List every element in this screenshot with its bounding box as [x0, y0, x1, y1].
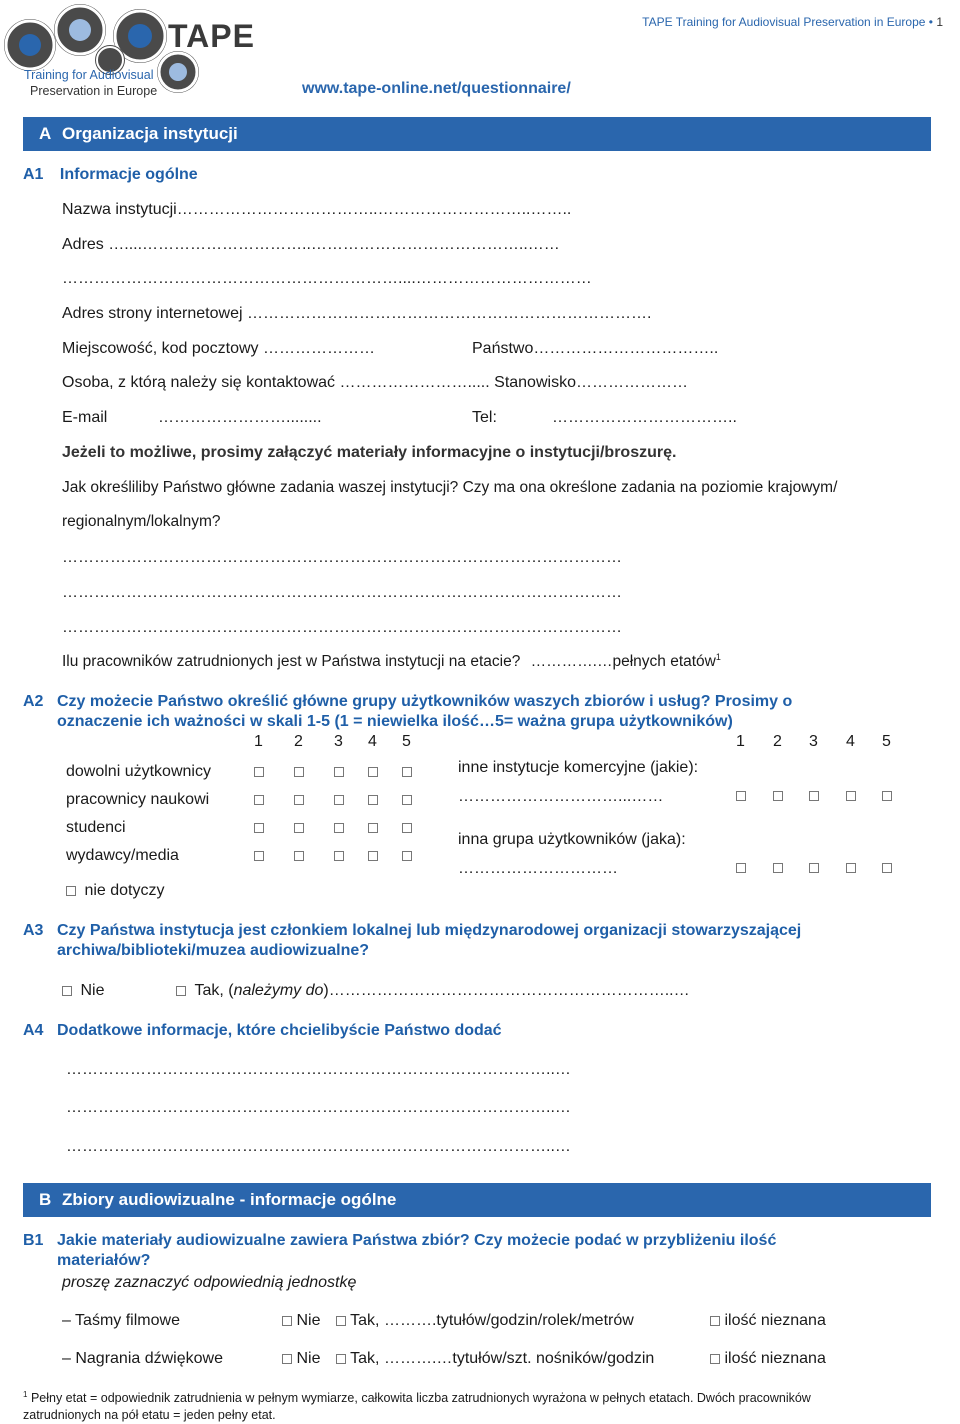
- footnote: [23, 1386, 923, 1424]
- tasks-question-1: Jak określiliby Państwo główne zadania waszej instytucji? Czy ma ona określone zadania na poziomie krajowym/: [62, 479, 838, 496]
- rating-checkbox-2[interactable]: [773, 863, 783, 873]
- country-field[interactable]: Państwo……………………………..: [472, 340, 719, 357]
- rating-checkbox-3[interactable]: [809, 791, 819, 801]
- staff-question: [62, 652, 721, 671]
- question-number: A1: [23, 166, 44, 183]
- running-title: TAPE Training for Audiovisual Preservation in Europe: [642, 15, 926, 29]
- rating-checkbox-4[interactable]: [846, 863, 856, 873]
- tasks-question-2: regionalnym/lokalnym?: [62, 513, 221, 530]
- scale-2: 2: [773, 733, 782, 750]
- section-title: Zbiory audiowizualne - informacje ogólne: [62, 1190, 397, 1209]
- not-applicable-option: [66, 882, 165, 900]
- film-row: [62, 1312, 922, 1334]
- rating-checkbox-3[interactable]: [809, 863, 819, 873]
- scale-4: 4: [846, 733, 855, 750]
- group-label: wydawcy/media: [66, 847, 179, 864]
- scale-5: 5: [402, 733, 411, 750]
- material-label: – Nagrania dźwiękowe: [62, 1350, 223, 1367]
- group-label: dowolni użytkownicy: [66, 763, 211, 780]
- quantity-field[interactable]: Tak, ……….…tytułów/szt. nośników/godzin: [350, 1350, 655, 1367]
- quantity-field[interactable]: Tak, ……….tytułów/godzin/rolek/metrów: [350, 1312, 634, 1329]
- yes-option: [336, 1312, 634, 1330]
- b1-instruction: proszę zaznaczyć odpowiednią jednostkę: [62, 1274, 357, 1291]
- a3-title-2: archiwa/biblioteki/muzea audiowizualne?: [57, 942, 370, 959]
- email-label: E-mail: [62, 409, 108, 426]
- address-continuation-field[interactable]: ………………………………………………………....……………………………: [62, 270, 592, 287]
- rating-checkbox-3[interactable]: [334, 851, 344, 861]
- footnote-mark: 1: [23, 1390, 28, 1399]
- rating-checkbox-1[interactable]: [736, 791, 746, 801]
- tasks-answer-line[interactable]: ……………………………………………………………………………………………: [62, 619, 622, 636]
- staff-fte-field[interactable]: ………….…pełnych etatów: [530, 653, 716, 671]
- rating-checkbox-5[interactable]: [402, 767, 412, 777]
- institution-name-field[interactable]: Nazwa instytucji………………………………..………………………..……..: [62, 201, 572, 218]
- city-postcode-field[interactable]: Miejscowość, kod pocztowy …………………: [62, 340, 375, 357]
- scale-header-right: [736, 733, 906, 753]
- commercial-label: inne instytucje komercyjne (jakie):: [458, 759, 699, 776]
- logo-tagline-2: Preservation in Europe: [30, 84, 158, 98]
- footnote-line-2: zatrudnionych na pół etatu = jeden pełny etat.: [23, 1408, 276, 1423]
- a4-title: Dodatkowe informacje, które chcielibyście Państwo dodać: [57, 1022, 502, 1039]
- yes-checkbox[interactable]: [336, 1354, 346, 1364]
- other-group-label: inna grupa użytkowników (jaka):: [458, 831, 686, 848]
- unknown-option: [710, 1312, 826, 1330]
- no-checkbox[interactable]: [282, 1354, 292, 1364]
- a1-heading: [23, 166, 198, 184]
- footnote-line-1: Pełny etat = odpowiednik zatrudnienia w pełnym wymiarze, całkowita liczba zatrudnionych wyrażona w pełnych etatach. Dwóch pracowników: [30, 1391, 811, 1406]
- tasks-answer-line[interactable]: ……………………………………………………………………………………………: [62, 584, 622, 601]
- section-a-bar: [23, 117, 931, 151]
- not-applicable-label: nie dotyczy: [84, 882, 165, 899]
- scale-5: 5: [882, 733, 891, 750]
- address-field[interactable]: Adres …....…………………………..…………………………………..……: [62, 236, 560, 253]
- section-letter: A: [39, 124, 52, 143]
- no-checkbox[interactable]: [282, 1316, 292, 1326]
- yes-option: [336, 1350, 654, 1368]
- group-label: pracownicy naukowi: [66, 791, 210, 808]
- b1-title-2: materiałów?: [57, 1252, 151, 1269]
- no-label: Nie: [296, 1312, 321, 1329]
- yes-label-italic: należymy do: [233, 982, 324, 999]
- tape-logo: [0, 0, 270, 100]
- b1-title-1: Jakie materiały audiowizualne zawiera Państwa zbiór? Czy możecie podać w przybliżeniu ilość: [57, 1232, 777, 1249]
- no-label: Nie: [80, 982, 105, 999]
- additional-info-line[interactable]: ………………………………………………………………………………..…: [66, 1099, 571, 1116]
- rating-checkbox-5[interactable]: [402, 795, 412, 805]
- rating-checkbox-2[interactable]: [294, 823, 304, 833]
- rating-checkbox-3[interactable]: [334, 767, 344, 777]
- scale-3: 3: [334, 733, 343, 750]
- a3-title-1: Czy Państwa instytucja jest członkiem lokalnej lub międzynarodowej organizacji stowarzyszającej: [57, 922, 802, 939]
- a2-title-2: oznaczenie ich ważności w skali 1-5 (1 = niewielka ilość…5= ważna grupa użytkowników): [57, 713, 733, 730]
- rating-checkbox-3[interactable]: [334, 823, 344, 833]
- tel-label: Tel:: [472, 409, 497, 426]
- page-number: 1: [936, 15, 943, 29]
- rating-checkbox-1[interactable]: [254, 767, 264, 777]
- rating-checkbox-5[interactable]: [882, 863, 892, 873]
- commercial-field[interactable]: …………………………...……: [458, 788, 664, 805]
- scale-3: 3: [809, 733, 818, 750]
- organization-field[interactable]: )………………………………………………………..…: [323, 982, 690, 999]
- unknown-option: [710, 1350, 826, 1368]
- additional-info-line[interactable]: ………………………………………………………………………………..…: [66, 1061, 571, 1078]
- yes-checkbox[interactable]: [336, 1316, 346, 1326]
- rating-checkbox-1[interactable]: [254, 851, 264, 861]
- membership-yes-option: [176, 982, 690, 1000]
- rating-checkbox-1[interactable]: [254, 823, 264, 833]
- rating-checkbox-5[interactable]: [882, 791, 892, 801]
- rating-checkbox-2[interactable]: [294, 795, 304, 805]
- no-label: Nie: [296, 1350, 321, 1367]
- question-title: Informacje ogólne: [59, 166, 198, 183]
- rating-checkbox-4[interactable]: [368, 767, 378, 777]
- not-applicable-checkbox[interactable]: [66, 886, 76, 896]
- rating-checkbox-4[interactable]: [846, 791, 856, 801]
- rating-checkbox-2[interactable]: [773, 791, 783, 801]
- group-label: studenci: [66, 819, 126, 836]
- rating-checkbox-4[interactable]: [368, 851, 378, 861]
- scale-2: 2: [294, 733, 303, 750]
- yes-label: Tak, (: [194, 982, 234, 999]
- unknown-label: ilość nieznana: [724, 1312, 826, 1329]
- rating-checkbox-5[interactable]: [402, 851, 412, 861]
- contact-person-field[interactable]: Osoba, z którą należy się kontaktować ……………………..... Stanowisko…………………: [62, 374, 688, 391]
- rating-checkbox-2[interactable]: [294, 851, 304, 861]
- staff-question-text: Ilu pracowników zatrudnionych jest w Państwa instytucji na etacie?: [62, 653, 521, 671]
- no-option: [282, 1312, 320, 1330]
- section-letter: B: [39, 1190, 52, 1209]
- rating-checkbox-4[interactable]: [368, 795, 378, 805]
- sound-row: [62, 1350, 922, 1372]
- membership-no-option: [62, 982, 104, 1000]
- footnote-ref: 1: [715, 652, 721, 662]
- logo-brand: TAPE: [168, 18, 255, 54]
- scale-header-left: [254, 733, 424, 753]
- website-field[interactable]: Adres strony internetowej ………………………………………………………………….: [62, 305, 652, 322]
- section-title: Organizacja instytucji: [62, 124, 238, 143]
- running-header: [642, 15, 943, 29]
- rating-checkbox-1[interactable]: [254, 795, 264, 805]
- no-option: [282, 1350, 320, 1368]
- unknown-checkbox[interactable]: [710, 1316, 720, 1326]
- unknown-label: ilość nieznana: [724, 1350, 826, 1367]
- material-label: – Taśmy filmowe: [62, 1312, 180, 1329]
- a2-number: A2: [23, 693, 44, 710]
- section-b-bar: [23, 1183, 931, 1217]
- additional-info-line[interactable]: ………………………………………………………………………………..…: [66, 1138, 571, 1155]
- rating-checkbox-2[interactable]: [294, 767, 304, 777]
- a2-title-1: Czy możecie Państwo określić główne grupy użytkowników waszych zbiorów i usług? Prosimy o: [57, 693, 793, 710]
- bullet: •: [928, 15, 937, 29]
- rating-checkbox-3[interactable]: [334, 795, 344, 805]
- rating-checkbox-5[interactable]: [402, 823, 412, 833]
- questionnaire-url[interactable]: www.tape-online.net/questionnaire/: [302, 80, 571, 97]
- other-group-field[interactable]: …………………………: [458, 860, 618, 877]
- a4-number: A4: [23, 1022, 44, 1039]
- scale-1: 1: [254, 733, 263, 750]
- rating-checkbox-4[interactable]: [368, 823, 378, 833]
- email-field[interactable]: ……………………........: [158, 409, 322, 426]
- logo-tagline-1: Training for Audiovisual: [24, 68, 154, 82]
- rating-checkbox-1[interactable]: [736, 863, 746, 873]
- tasks-answer-line[interactable]: ……………………………………………………………………………………………: [62, 549, 622, 566]
- a3-number: A3: [23, 922, 44, 939]
- materials-note: Jeżeli to możliwe, prosimy załączyć materiały informacyjne o instytucji/broszurę.: [62, 444, 677, 461]
- tel-field[interactable]: ……………………………..: [552, 409, 737, 426]
- scale-1: 1: [736, 733, 745, 750]
- no-checkbox[interactable]: [62, 986, 72, 996]
- b1-number: B1: [23, 1232, 44, 1249]
- yes-checkbox[interactable]: [176, 986, 186, 996]
- unknown-checkbox[interactable]: [710, 1354, 720, 1364]
- scale-4: 4: [368, 733, 377, 750]
